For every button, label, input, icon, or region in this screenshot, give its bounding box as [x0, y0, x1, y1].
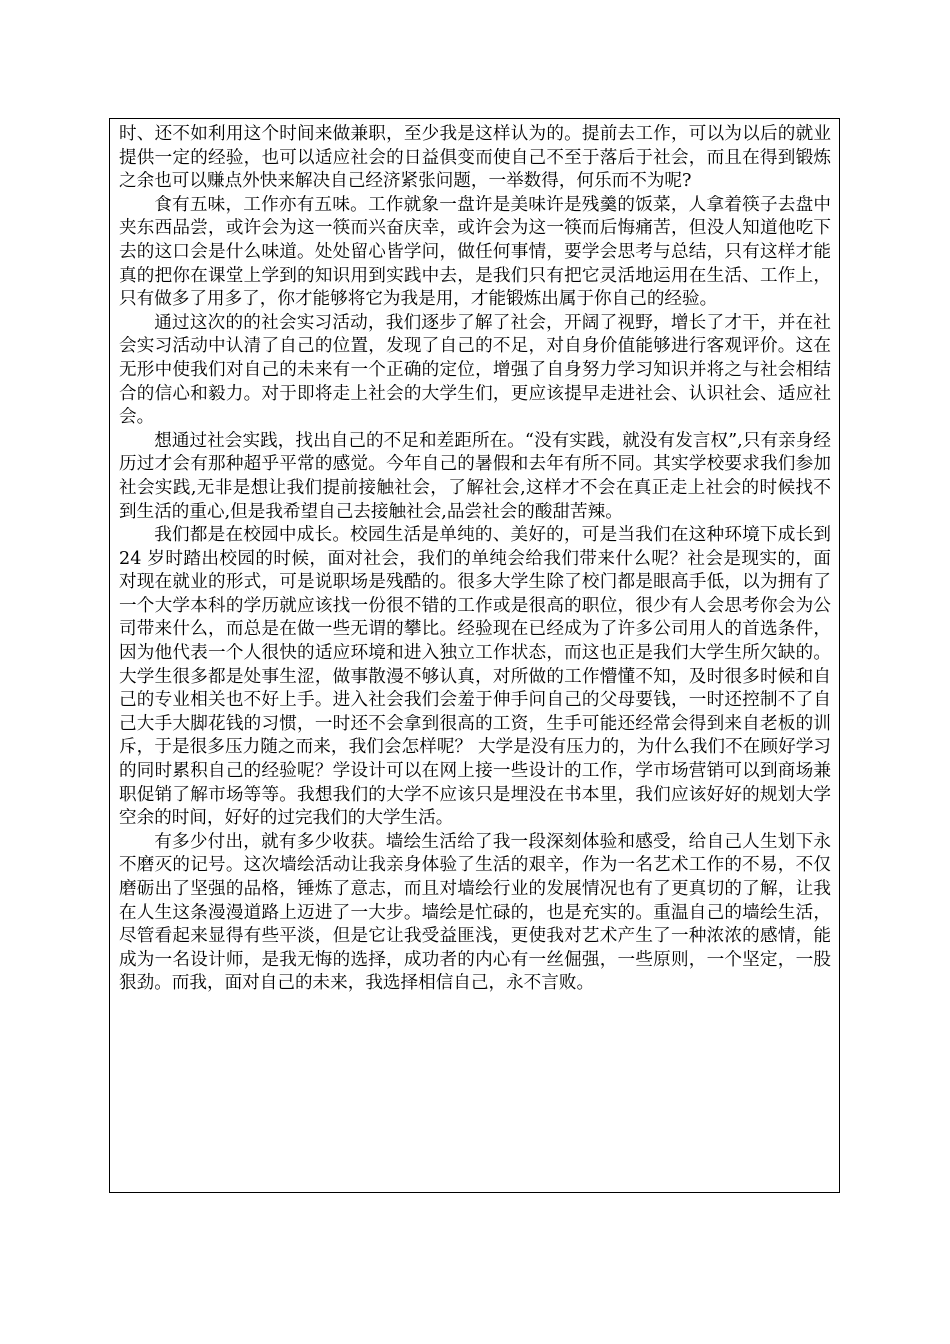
document-body — [119, 123, 849, 996]
paragraph-1: 时、还不如利用这个时间来做兼职，至少我是这样认为的。提前去工作，可以为以后的就业提供一定的经验，也可以适应社会的日益俱变而使自己不至于落后于社会，而且在得到锻炼之余也可以赚点外快来解决自己经济紧张问题，一举数得，何乐而不为呢? — [119, 124, 831, 192]
paragraph-2: 食有五味，工作亦有五味。工作就象一盘许是美味许是残羹的饭菜，人拿着筷子去盘中夹东西品尝，或许会为这一筷而兴奋庆幸，或许会为这一筷而后悔痛苦，但没人知道他吃下去的这口会是什么味道。处处留心皆学问，做任何事情，要学会思考与总结，只有这样才能真的把你在课堂上学到的知识用到实践中去，是我们只有把它灵活地运用在生活、工作上，只有做多了用多了，你才能够将它为我是用，才能锻炼出属于你自己的经验。 — [119, 194, 831, 310]
paragraph-6: 有多少付出，就有多少收获。墙绘生活给了我一段深刻体验和感受，给自己人生划下永不磨灭的记号。这次墙绘活动让我亲身体验了生活的艰辛，作为一名艺术工作的不易，不仅磨砺出了坚强的品格，锤炼了意志，而且对墙绘行业的发展情况也有了更真切的了解，让我在人生这条漫漫道路上迈进了一大步。墙绘是忙碌的，也是充实的。重温自己的墙绘生活，尽管看起来显得有些平淡，但是它让我受益匪浅，更使我对艺术产生了一种浓浓的感情，能 成为一名设计师，是我无悔的选择，成功者的内心有一丝倔强，一些原则，一个坚定，一股狠劲。而我，面对自己的未来，我选择相信自己，永不言败。 — [119, 831, 849, 994]
paragraph-4: 想通过社会实践，找出自己的不足和差距所在。“没有实践，就没有发言权”,只有亲身经历过才会有那种超乎平常的感觉。今年自己的暑假和去年有所不同。其实学校要求我们参加社会实践,无非是想让我们提前接触社会，了解社会,这样才不会在真正走上社会的时候找不到生活的重心,但是我希望自己去接触社会,品尝社会的酸甜苦辣。 — [119, 430, 831, 522]
paragraph-3: 通过这次的的社会实习活动，我们逐步了解了社会，开阔了视野，增长了才干，并在社会实习活动中认清了自己的位置，发现了自己的不足，对自身价值能够进行客观评价。这在无形中使我们对自己的未来有一个正确的定位，增强了自身努力学习知识并将之与社会相结合的信心和毅力。对于即将走上社会的大学生们，更应该提早走进社会、认识社会、适应社会。 — [119, 312, 831, 428]
paragraph-5: 我们都是在校园中成长。校园生活是单纯的、美好的，可是当我们在这种环境下成长到 24 岁时踏出校园的时候，面对社会，我们的单纯会给我们带来什么呢？社会是现实的，面对现在就业的形式，可是说职场是残酷的。很多大学生除了校门都是眼高手低，以为拥有了一个大学本科的学历就应该找一份很不错的工作或是很高的职位，很少有人会思考你会为公司带来什么，而总是在做一些无谓的攀比。经验现在已经成为了许多公司用人的首选条件，因为他代表一个人很快的适应环境和进入独立工作状态，而这也正是我们大学生所欠缺的。大学生很多都是处事生涩，做事散漫不够认真，对所做的工作懵懂不知，及时很多时候和自己的专业相关也不好上手。进入社会我们会羞于伸手问自己的父母要钱，一时还控制不了自己大手大脚花钱的习惯，一时还不会拿到很高的工资，生手可能还经常会得到来自老板的训斥，于是很多压力随之而来，我们会怎样呢？ 大学是没有压力的，为什么我们不在顾好学习的同时累积自己的经验呢？学设计可以在网上接一些设计的工作，学市场营销可以到商场兼职促销了解市场等等。我想我们的大学不应该只是埋没在书本里，我们应该好好的规划大学空余的时间，好好的过完我们的大学生活。 — [119, 525, 831, 829]
page-frame — [109, 118, 849, 1193]
